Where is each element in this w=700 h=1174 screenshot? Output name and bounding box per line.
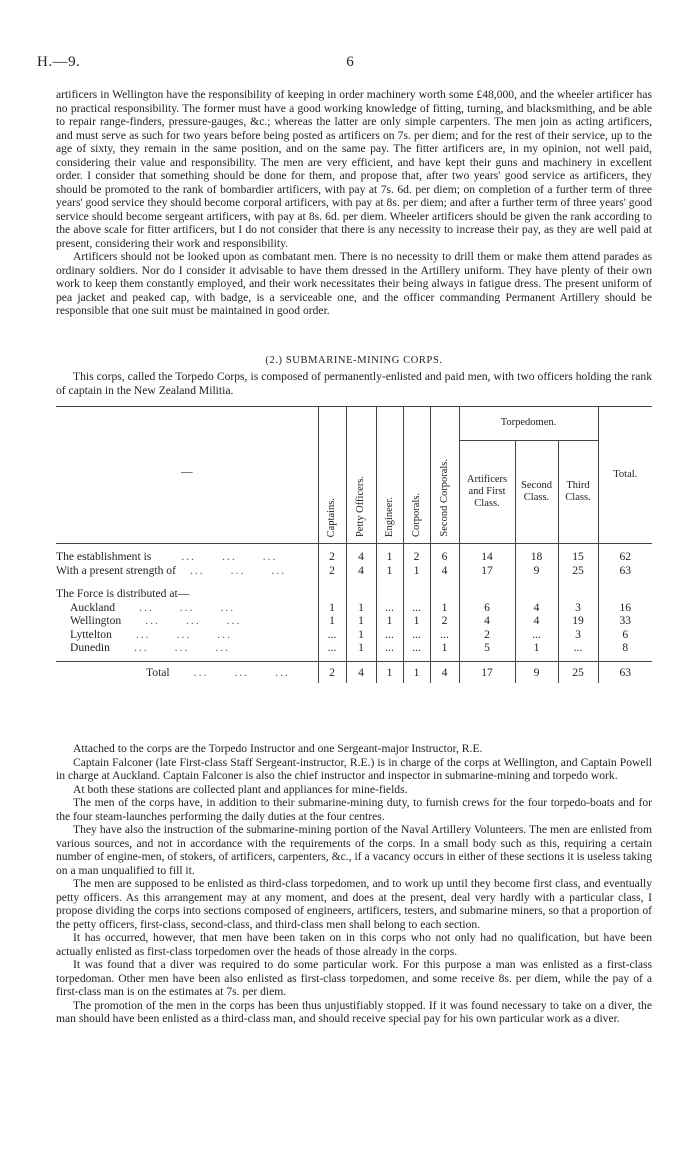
leader-dots: ... xyxy=(179,600,195,614)
corps-text xyxy=(56,742,652,1026)
table-cell: 1 xyxy=(403,661,430,683)
table-cell: ... xyxy=(403,601,430,615)
col-header: Second Corporals. xyxy=(430,407,459,544)
stub-header: — xyxy=(56,407,318,544)
place-row xyxy=(56,614,652,628)
row-label-text: With a present strength of xyxy=(56,563,176,577)
table-cell: 6 xyxy=(430,544,459,564)
paragraph: The promotion of the men in the corps has been thus unjustifiably stopped. If it was found necessary to take on a diver, the man should have been enlisted as a third-class man, and should receive special pay for his own particular work as a diver. xyxy=(56,998,652,1025)
table-cell: 15 xyxy=(558,544,598,564)
table-cell: ... xyxy=(318,641,346,661)
col-header: Corporals. xyxy=(403,407,430,544)
section-title: (2.) SUBMARINE-MINING CORPS. xyxy=(265,355,443,366)
table-cell: 3 xyxy=(558,601,598,615)
table-cell: 17 xyxy=(459,564,515,588)
table-cell xyxy=(459,587,515,601)
table-cell: 1 xyxy=(346,641,376,661)
leader-dots: ... xyxy=(234,665,250,679)
table-header-row xyxy=(56,407,652,441)
table-cell: ... xyxy=(403,641,430,661)
paragraph: Attached to the corps are the Torpedo Instructor and one Sergeant-major Instructor, R.E. xyxy=(73,742,483,755)
force-table xyxy=(56,406,652,683)
table-cell: 4 xyxy=(430,564,459,588)
leader-dots: ... xyxy=(217,627,232,641)
leader-dots: ... xyxy=(181,550,197,563)
table-cell: ... xyxy=(376,641,403,661)
page-header xyxy=(37,56,663,76)
paragraph: The men of the corps have, in addition to their submarine-mining duty, to furnish crews for the four torpedo-boats and for the four steam-launches performing the daily duties at the four centres. xyxy=(56,796,652,823)
corps-intro xyxy=(56,370,652,397)
leader-dots: ... xyxy=(176,627,192,641)
establishment-row xyxy=(56,544,652,564)
row-label: The Force is distributed at— xyxy=(56,587,190,600)
table-cell: 1 xyxy=(376,614,403,628)
table-cell: ... xyxy=(515,628,558,642)
row-label-text: Dunedin xyxy=(70,641,110,654)
force-table-wrap xyxy=(56,406,652,683)
leader-dots: ... xyxy=(185,614,201,627)
table-cell: 1 xyxy=(376,661,403,683)
leader-dots: ... xyxy=(135,627,151,641)
row-label-text: The establishment is xyxy=(56,550,152,563)
row-label-text: Total xyxy=(146,665,170,679)
leader-dots: ... xyxy=(220,600,236,614)
table-cell: 1 xyxy=(430,601,459,615)
table-cell: 16 xyxy=(598,601,652,615)
table-cell: 25 xyxy=(558,661,598,683)
leader-dots: ... xyxy=(145,614,160,627)
leader-dots: ... xyxy=(133,641,149,654)
table-cell: 1 xyxy=(318,601,346,615)
paragraph: Captain Falconer (late First-class Staff Sergeant-instructor, R.E.) is in charge of the corps at Wellington, and Captain Powell in charge at Auckland. Captain Falconer is also the chief instructor and inspector in submarine-mining and torpedo work. xyxy=(56,755,652,782)
paragraph: At both these stations are collected plant and appliances for mine-fields. xyxy=(73,782,408,796)
table-cell: 4 xyxy=(515,614,558,628)
table-cell: 4 xyxy=(346,661,376,683)
table-cell: ... xyxy=(318,628,346,642)
table-cell: 2 xyxy=(403,544,430,564)
place-row xyxy=(56,641,652,661)
table-cell: 33 xyxy=(598,614,652,628)
table-cell xyxy=(598,587,652,601)
place-row xyxy=(56,628,652,642)
table-cell: 1 xyxy=(403,614,430,628)
col-header: Petty Officers. xyxy=(346,407,376,544)
leader-dots: ... xyxy=(189,563,205,577)
table-cell: 1 xyxy=(318,614,346,628)
row-label xyxy=(56,641,318,661)
row-label xyxy=(56,614,318,628)
table-cell: 63 xyxy=(598,564,652,588)
row-label xyxy=(56,544,318,564)
paragraph: This corps, called the Torpedo Corps, is composed of permanently-enlisted and paid men, with two officers holding the rank of captain in the New Zealand Militia. xyxy=(56,370,652,397)
table-cell: 1 xyxy=(346,628,376,642)
table-cell: 17 xyxy=(459,661,515,683)
leader-dots: ... xyxy=(215,641,231,654)
leader-dots: ... xyxy=(230,563,246,577)
table-cell: 1 xyxy=(515,641,558,661)
row-label xyxy=(56,564,318,588)
col-header: Second Class. xyxy=(515,440,558,543)
table-cell: 1 xyxy=(430,641,459,661)
table-cell: 5 xyxy=(459,641,515,661)
row-label xyxy=(56,661,318,683)
table-cell: ... xyxy=(376,601,403,615)
artificers-text xyxy=(56,88,652,318)
table-cell: 9 xyxy=(515,661,558,683)
col-header: Third Class. xyxy=(558,440,598,543)
page-number: 6 xyxy=(346,54,354,70)
table-cell: 2 xyxy=(318,661,346,683)
table-cell: 6 xyxy=(598,628,652,642)
table-cell: 1 xyxy=(376,544,403,564)
table-cell: 14 xyxy=(459,544,515,564)
table-cell xyxy=(558,587,598,601)
leader-dots: ... xyxy=(193,665,209,679)
leader-dots: ... xyxy=(262,550,278,563)
table-cell: 62 xyxy=(598,544,652,564)
table-cell xyxy=(430,587,459,601)
table-cell: 9 xyxy=(515,564,558,588)
paragraph: They have also the instruction of the submarine-mining portion of the Naval Artillery Volunteers. The men are enlisted from various sources, and not in accordance with the requirements of the corps. In a small body such as this, requiring a certain number of engine-men, of stokers, of artificers, carpenters, &c., if a vacancy occurs in either of these sections it is useless taking on a man unqualified to fill it. xyxy=(56,823,652,877)
col-header: Artificers and First Class. xyxy=(459,440,515,543)
total-col-header: Total. xyxy=(598,407,652,544)
place-row xyxy=(56,601,652,615)
table-cell: 4 xyxy=(515,601,558,615)
table-cell: 63 xyxy=(598,661,652,683)
distributed-label-row xyxy=(56,587,652,601)
table-cell xyxy=(403,587,430,601)
table-cell xyxy=(318,587,346,601)
row-label-text: Wellington xyxy=(70,614,122,627)
present-strength-row xyxy=(56,564,652,588)
table-cell: 4 xyxy=(459,614,515,628)
table-cell xyxy=(515,587,558,601)
table-cell: 4 xyxy=(346,544,376,564)
table-cell: 2 xyxy=(430,614,459,628)
paragraph: It has occurred, however, that men have been taken on in this corps who not only had no qualification, but have been actually enlisted as first-class torpedomen over the heads of those already in the corps. xyxy=(56,931,652,958)
leader-dots: ... xyxy=(226,614,242,627)
table-cell: ... xyxy=(403,628,430,642)
table-cell: 19 xyxy=(558,614,598,628)
row-label-text: Lyttelton xyxy=(70,627,112,641)
document-reference: H.—9. xyxy=(37,54,81,70)
row-label xyxy=(56,601,318,615)
row-label-text: Auckland xyxy=(70,600,116,614)
table-cell: 18 xyxy=(515,544,558,564)
row-label xyxy=(56,628,318,642)
leader-dots: ... xyxy=(271,563,287,577)
table-cell: 4 xyxy=(430,661,459,683)
paragraph: artificers in Wellington have the responsibility of keeping in order machinery worth some £48,000, and the wheeler artificer has no practical responsibility. The former must have a good working knowledge of fitting, turning, and blacksmithing, and be able to repair range-finders, pressure-gauges, &c.; whereas the latter are only simple carpenters. The men join as acting artificers, and must serve as such for two years before being posted as artificers on 7s. per diem; and for the rest of their service, up to the age of sixty, they remain in the same position, and on the same pay. The fitter artificers are, in my opinion, not well paid, considering their value and responsibility. The men are very efficient, and have kept their guns and machinery in excellent order. I consider that something should be done for them, and propose that, after two years' good service as artificers, they should be promoted to the rank of bombardier artificers, with pay at 7s. 6d. per diem; on completion of a further term of three years' good service they should become corporal artificers, with pay at 8s. per diem; and after a further term of three years' good service should become sergeant artificers, with pay at 8s. 6d. per diem. Wheeler artificers should be given the rank according to the above scale for fitter artificers, but I do not consider that there is any necessity to increase their pay, as they are well paid at present, considering their work and responsibility. xyxy=(56,88,652,250)
paragraph: The men are supposed to be enlisted as third-class torpedomen, and to work up until they become first class, and eventually petty officers. As this arrangement may at any moment, and does at the present, deal very hardly with a particular class, I propose dividing the corps into sections composed of engineers, artificers, testers, and submarine miners, so that a proportion of the petty officers, first-class, second-class, and third-class men shall belong to each section. xyxy=(56,877,652,931)
total-row xyxy=(56,661,652,683)
col-header: Engineer. xyxy=(376,407,403,544)
table-cell: ... xyxy=(376,628,403,642)
table-cell: 2 xyxy=(318,564,346,588)
table-cell: 2 xyxy=(459,628,515,642)
leader-dots: ... xyxy=(275,665,290,679)
paragraph: Artificers should not be looked upon as combatant men. There is no necessity to drill them or make them attend parades as ordinary soldiers. Nor do I consider it advisable to have them dressed in the Artillery uniform. They have plenty of their own work to keep them constantly employed, and their work necessitates their being always in fatigue dress. The present uniform of pea jacket and peaked cap, with badge, is a serviceable one, and the officer commanding Permanent Artillery should be responsible that one suit must be maintained in good order. xyxy=(56,250,652,317)
leader-dots: ... xyxy=(139,600,154,614)
table-body xyxy=(56,544,652,684)
table-cell: 1 xyxy=(346,614,376,628)
table-cell: 6 xyxy=(459,601,515,615)
table-cell: 2 xyxy=(318,544,346,564)
table-cell: 1 xyxy=(403,564,430,588)
table-cell: ... xyxy=(430,628,459,642)
col-header: Captains. xyxy=(318,407,346,544)
leader-dots: ... xyxy=(222,550,237,563)
leader-dots: ... xyxy=(174,641,190,654)
table-cell: 25 xyxy=(558,564,598,588)
torpedomen-group-header: Torpedomen. xyxy=(459,407,598,441)
paragraph: It was found that a diver was required to do some particular work. For this purpose a man was enlisted as a first-class torpedoman. Other men have been also enlisted as first-class torpedomen, and some receive 8s. per diem, while the pay of a first-class man is on the estimates at 7s. per diem. xyxy=(56,958,652,998)
table-cell: 8 xyxy=(598,641,652,661)
table-cell: 1 xyxy=(346,601,376,615)
table-cell: 1 xyxy=(376,564,403,588)
table-cell xyxy=(376,587,403,601)
table-cell: ... xyxy=(558,641,598,661)
table-cell: 4 xyxy=(346,564,376,588)
table-cell: 3 xyxy=(558,628,598,642)
table-cell xyxy=(346,587,376,601)
